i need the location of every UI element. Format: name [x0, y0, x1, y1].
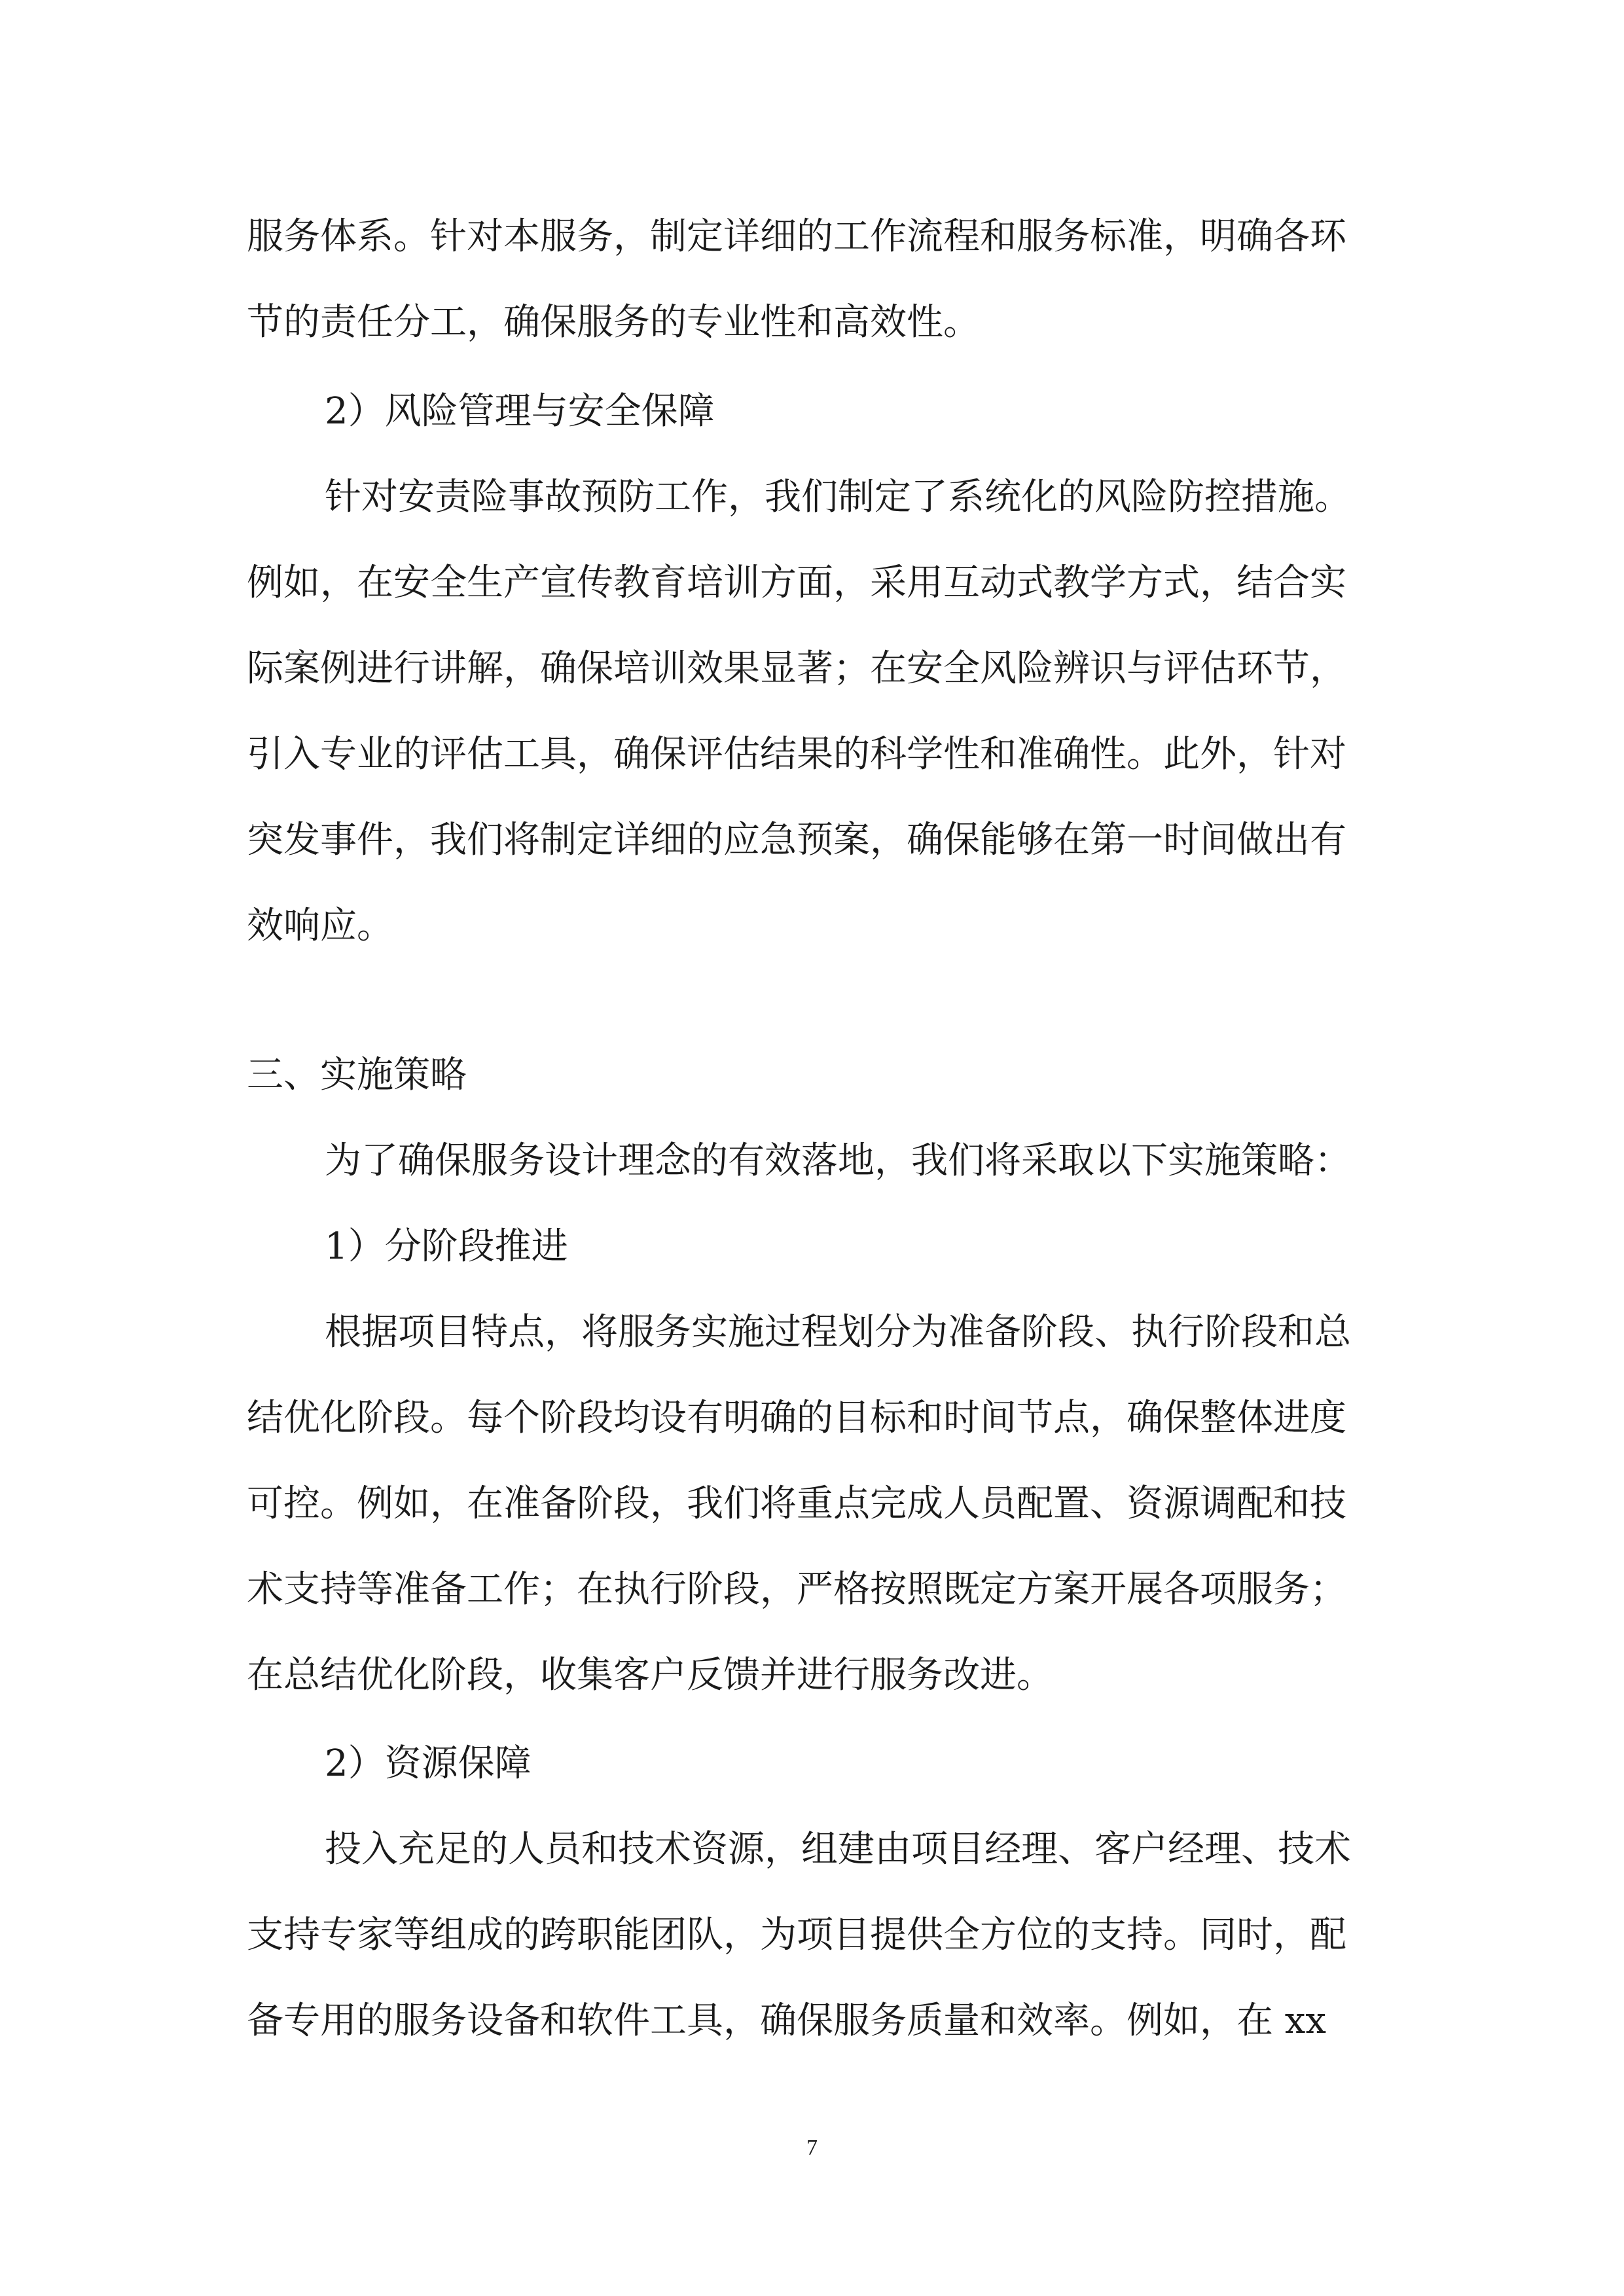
body-text-line: 引入专业的评估工具，确保评估结果的科学性和准确性。此外，针对 — [247, 733, 1346, 776]
body-text-line: 例如，在安全生产宣传教育培训方面，采用互动式教学方式，结合实 — [247, 562, 1346, 604]
body-text-line: 术支持等准备工作；在执行阶段，严格按照既定方案开展各项服务； — [247, 1568, 1346, 1611]
body-text-line: 投入充足的人员和技术资源，组建由项目经理、客户经理、技术 — [325, 1828, 1351, 1871]
body-text-line: 备专用的服务设备和软件工具，确保服务质量和效率。例如，在 xx — [247, 2000, 1326, 2042]
body-text-line: 可控。例如，在准备阶段，我们将重点完成人员配置、资源调配和技 — [247, 1482, 1346, 1525]
body-text-line: 节的责任分工，确保服务的专业性和高效性。 — [247, 301, 980, 344]
subsection-heading-resource-guarantee: 2）资源保障 — [325, 1742, 532, 1785]
body-text-line: 针对安责险事故预防工作，我们制定了系统化的风险防控措施。 — [325, 476, 1351, 518]
subsection-heading-risk-management: 2）风险管理与安全保障 — [325, 390, 715, 433]
subsection-heading-phased-advance: 1）分阶段推进 — [325, 1225, 568, 1268]
body-text-line: 支持专家等组成的跨职能团队，为项目提供全方位的支持。同时，配 — [247, 1914, 1346, 1956]
body-text-line: 服务体系。针对本服务，制定详细的工作流程和服务标准，明确各环 — [247, 215, 1346, 258]
body-text-line: 在总结优化阶段，收集客户反馈并进行服务改进。 — [247, 1654, 1053, 1696]
body-text-line: 际案例进行讲解，确保培训效果显著；在安全风险辨识与评估环节， — [247, 647, 1346, 690]
body-text-line: 为了确保服务设计理念的有效落地，我们将采取以下实施策略： — [325, 1139, 1351, 1182]
body-text-line: 根据项目特点，将服务实施过程划分为准备阶段、执行阶段和总 — [325, 1311, 1351, 1354]
body-text-line: 突发事件，我们将制定详细的应急预案，确保能够在第一时间做出有 — [247, 819, 1346, 861]
body-text-line: 结优化阶段。每个阶段均设有明确的目标和时间节点，确保整体进度 — [247, 1397, 1346, 1439]
body-text-line: 效响应。 — [247, 905, 393, 947]
section-heading-implementation-strategy: 三、实施策略 — [247, 1054, 467, 1096]
page-number: 7 — [806, 2136, 818, 2160]
